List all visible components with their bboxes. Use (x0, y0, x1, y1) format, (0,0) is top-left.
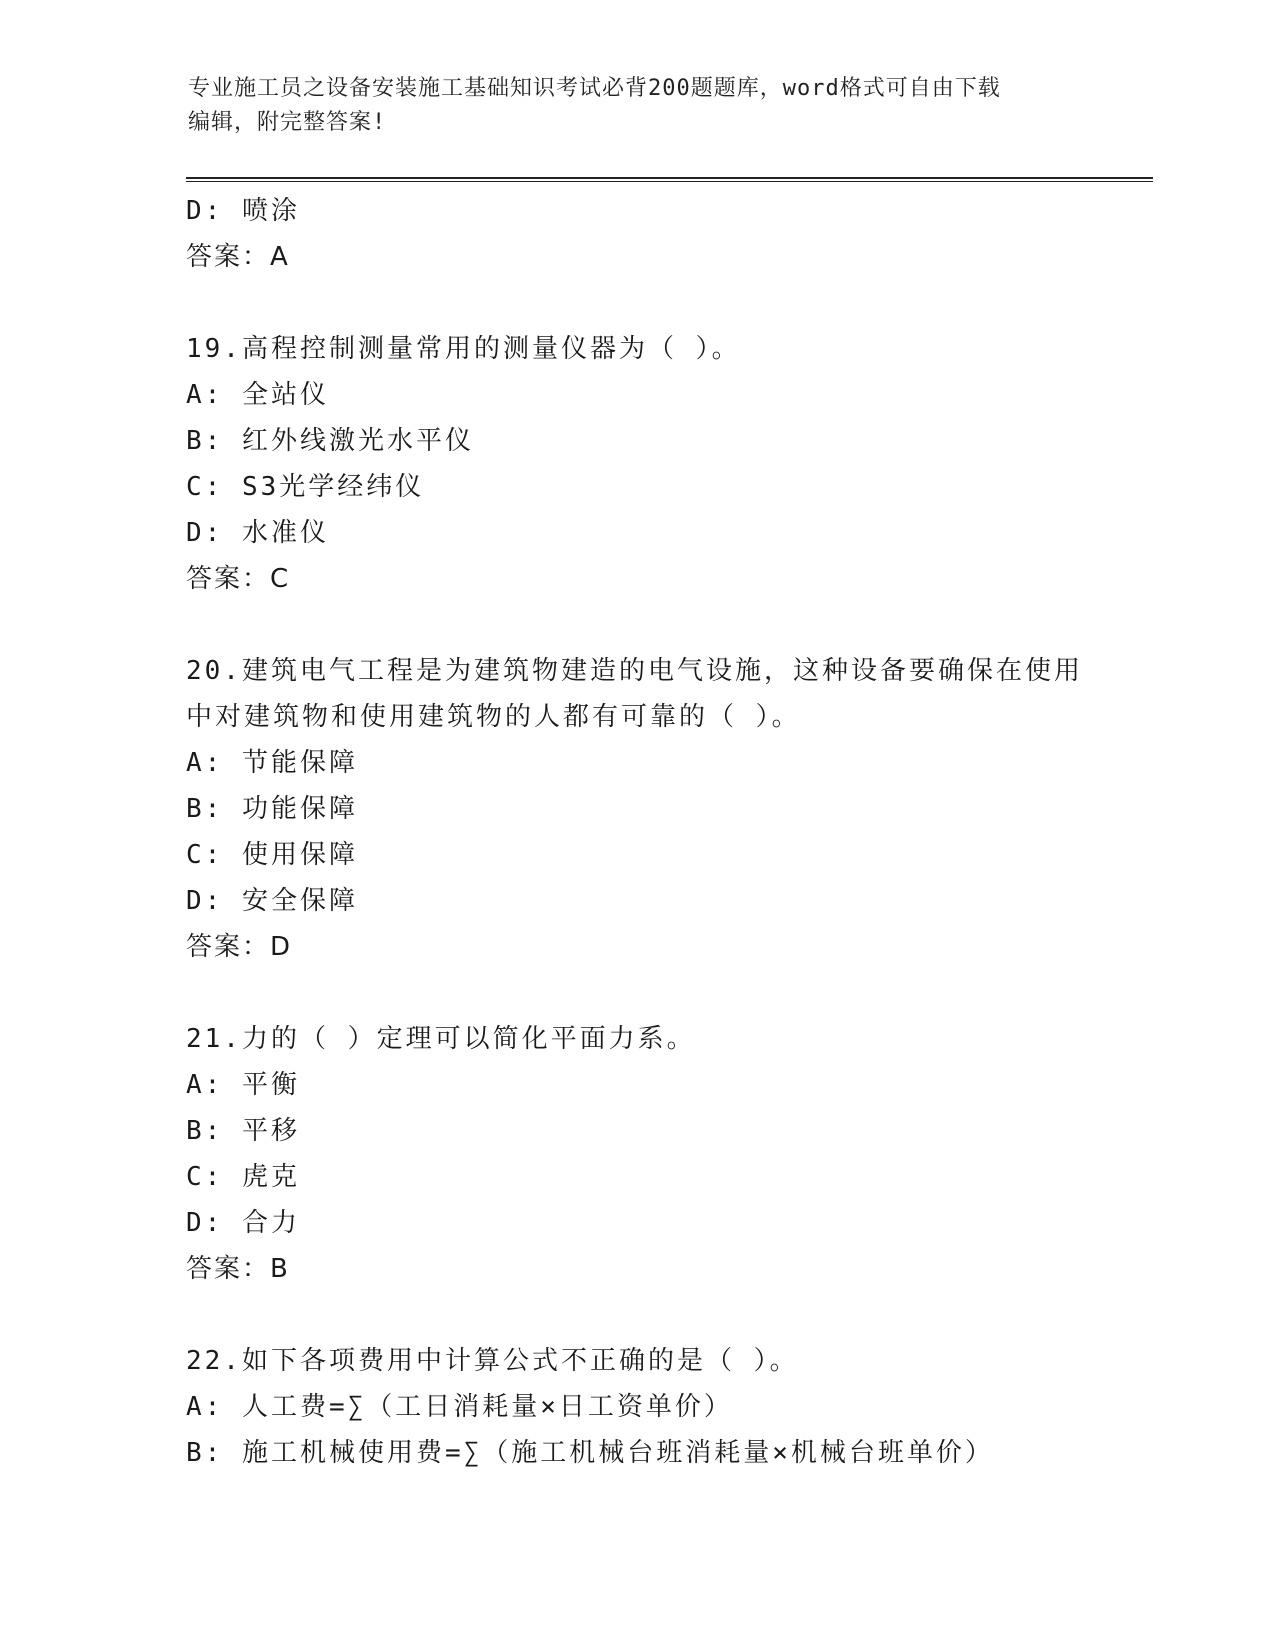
question-18-tail (186, 188, 1086, 280)
option-a: A: 平衡 (186, 1070, 300, 1100)
header-line-2: 编辑，附完整答案! (188, 110, 387, 135)
option-d: D: 喷涂 (186, 196, 300, 226)
question-text-line-1: 20.建筑电气工程是为建筑物建造的电气设施，这种设备要确保在使用 (186, 656, 1083, 686)
option-b: B: 平移 (186, 1116, 300, 1146)
option-d: D: 安全保障 (186, 886, 358, 916)
header-line-1: 专业施工员之设备安装施工基础知识考试必背200题题库，word格式可自由下载 (188, 76, 1001, 101)
answer: 答案：B (186, 1254, 290, 1284)
question-text-line-2: 中对建筑物和使用建筑物的人都有可靠的（ ）。 (186, 702, 801, 732)
document-header (188, 72, 1088, 140)
question-text: 21.力的（ ）定理可以简化平面力系。 (186, 1024, 696, 1054)
option-b: B: 红外线激光水平仪 (186, 426, 474, 456)
option-c: C: S3光学经纬仪 (186, 472, 425, 502)
question-20 (186, 648, 1086, 970)
option-a: A: 节能保障 (186, 748, 358, 778)
question-22 (186, 1338, 1086, 1476)
header-divider-thin (186, 181, 1153, 182)
option-b: B: 施工机械使用费=∑（施工机械台班消耗量×机械台班单价） (186, 1438, 994, 1468)
option-a: A: 人工费=∑（工日消耗量×日工资单价） (186, 1392, 733, 1422)
option-d: D: 合力 (186, 1208, 300, 1238)
answer: 答案：C (186, 564, 291, 594)
document-body (186, 188, 1086, 1476)
question-21 (186, 1016, 1086, 1292)
header-divider (186, 177, 1153, 179)
option-c: C: 使用保障 (186, 840, 358, 870)
option-a: A: 全站仪 (186, 380, 329, 410)
option-c: C: 虎克 (186, 1162, 300, 1192)
question-19 (186, 326, 1086, 602)
answer: 答案：A (186, 242, 290, 272)
question-text: 19.高程控制测量常用的测量仪器为（ ）。 (186, 334, 741, 364)
option-d: D: 水准仪 (186, 518, 329, 548)
option-b: B: 功能保障 (186, 794, 358, 824)
question-text: 22.如下各项费用中计算公式不正确的是（ ）。 (186, 1346, 799, 1376)
answer: 答案：D (186, 932, 293, 962)
